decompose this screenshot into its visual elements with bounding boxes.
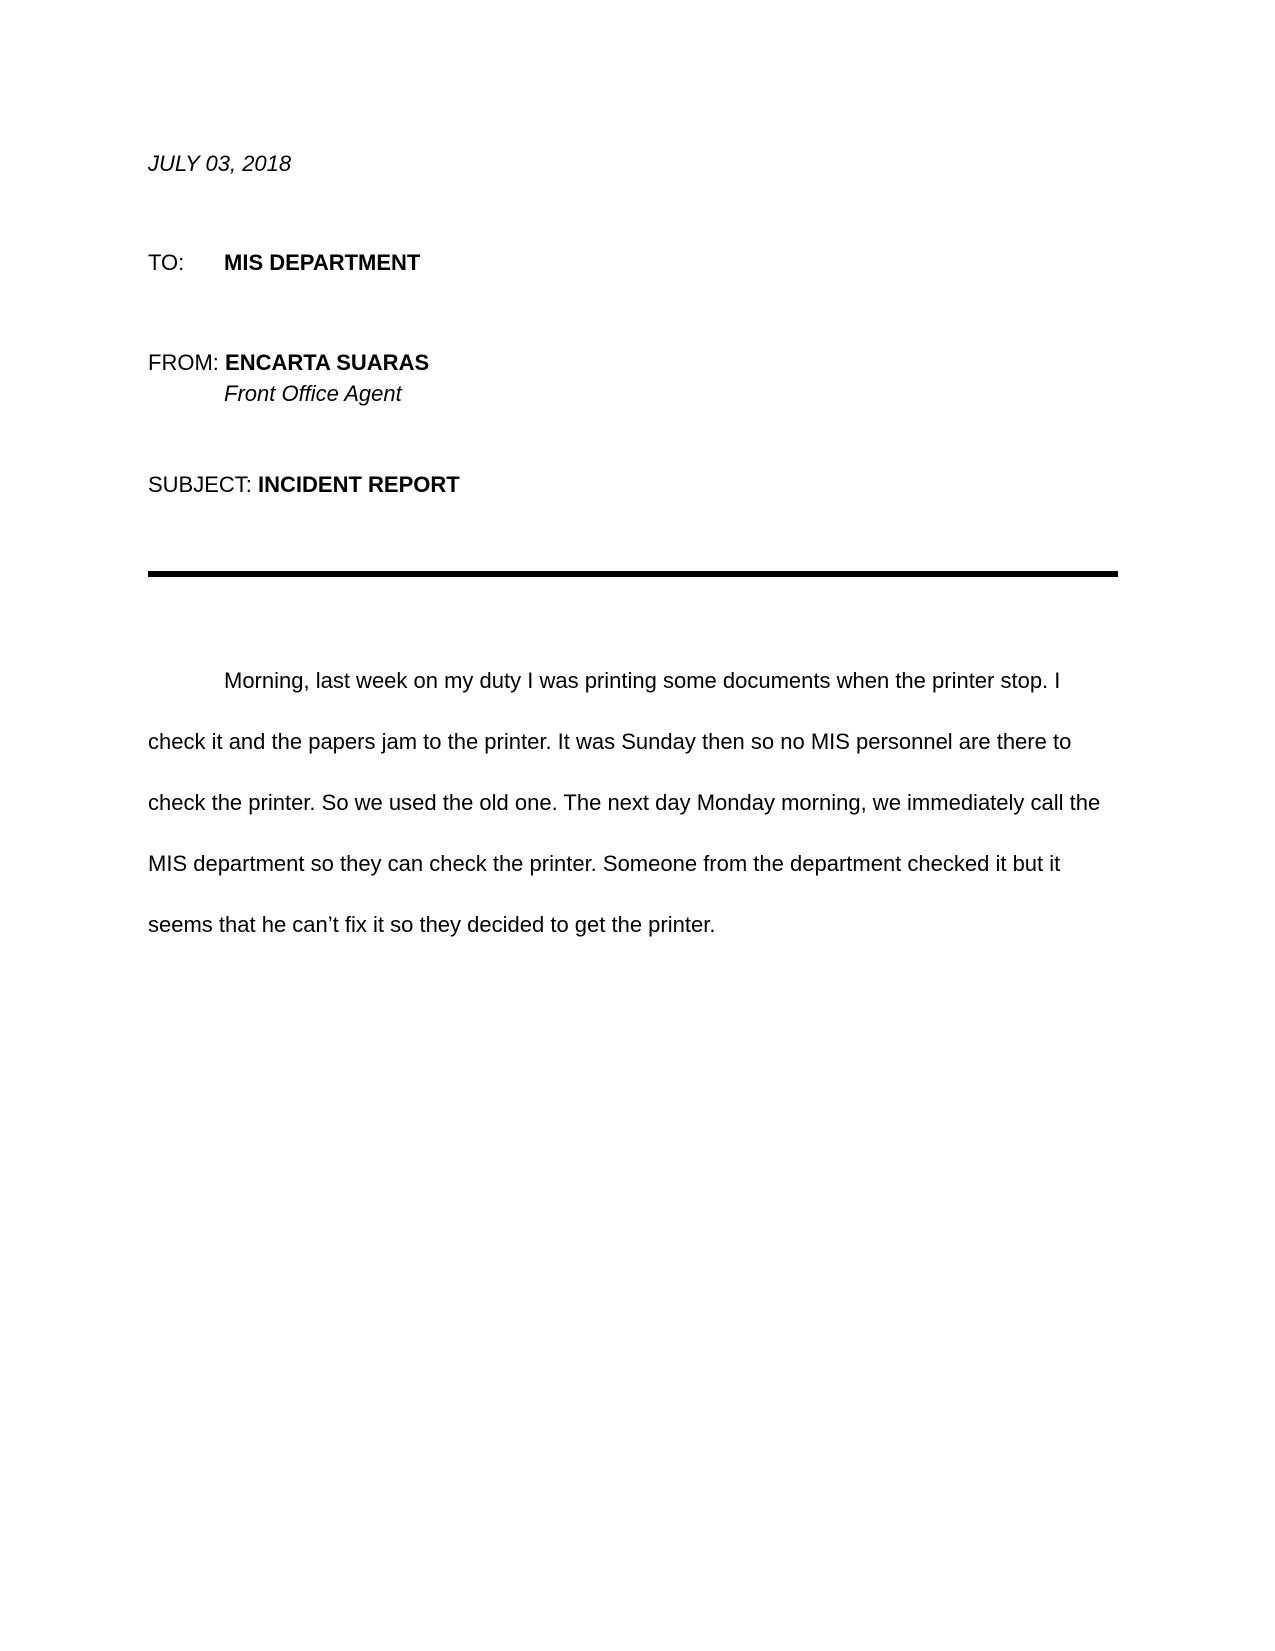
from-sender-title: Front Office Agent xyxy=(224,381,402,406)
from-label: FROM: xyxy=(148,350,219,375)
memo-subject-line xyxy=(148,471,460,499)
memo-date: JULY 03, 2018 xyxy=(148,151,292,176)
memo-from-line xyxy=(148,349,429,377)
header-divider xyxy=(148,571,1118,577)
subject-value: INCIDENT REPORT xyxy=(258,472,460,497)
memo-body-paragraph: Morning, last week on my duty I was printing some documents when the printer stop. I check it and the papers jam to the printer. It was Sunday then so no MIS personnel are there to check the printer. So we used the old one. The next day Monday morning, we immediately call the MIS department so they can check the printer. Someone from the department checked it but it seems that he can’t fix it so they decided to get the printer. xyxy=(148,668,1101,937)
subject-label: SUBJECT: xyxy=(148,472,252,497)
memo-to-line xyxy=(148,249,420,277)
to-recipient: MIS DEPARTMENT xyxy=(224,250,421,275)
to-label: TO: xyxy=(148,250,185,275)
from-sender-name: ENCARTA SUARAS xyxy=(225,350,430,375)
